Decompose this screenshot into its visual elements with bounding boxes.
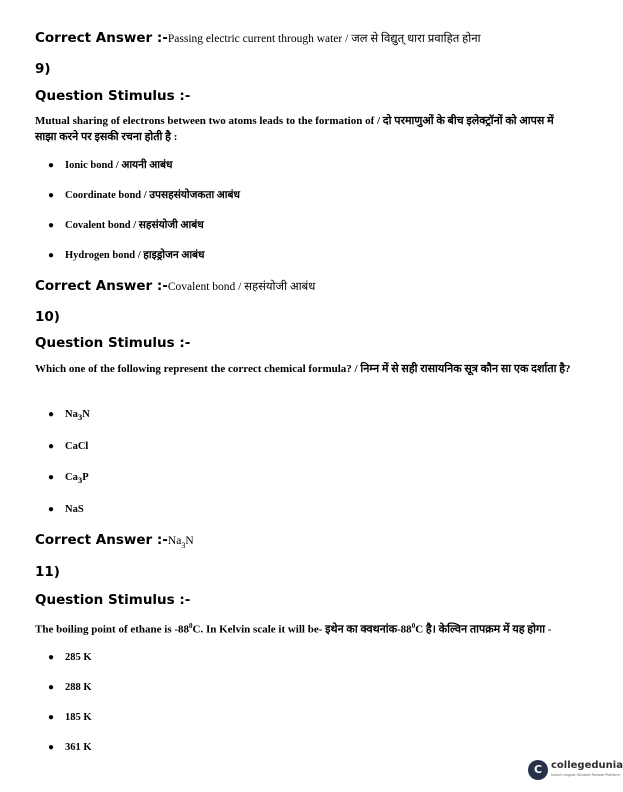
degree-superscript: 0 [411,622,416,630]
bullet-icon: ● [48,250,55,261]
bullet-icon: ● [48,682,55,693]
correct-answer-label: Correct Answer :- [35,30,168,46]
option-item [48,681,92,695]
bullet-icon: ● [48,472,55,483]
question-stimulus-text: Which one of the following represent the correct chemical formula? / निम्न में से सही रासायनिक सूत्र कौन सा एक दर्शाता है? [35,363,571,375]
stimulus-part: The boiling point of ethane is -88 [35,623,190,636]
bullet-icon: ● [48,160,55,171]
option-item [48,189,240,203]
option-item [48,440,89,454]
formula-subscript: 3 [181,541,186,551]
q8-correct-answer [35,29,481,47]
formula-subscript: 3 [77,412,83,423]
bullet-icon: ● [48,742,55,753]
formula-subscript: 3 [77,475,83,486]
question-stimulus-label: Question Stimulus :- [35,335,191,351]
option-item [48,219,204,233]
correct-answer-value: Covalent bond / सहसंयोजी आबंध [167,281,316,293]
option-item [48,503,84,517]
question-number: 11) [35,564,60,580]
formula-tail: P [82,472,89,483]
correct-answer-label: Correct Answer :- [35,278,168,294]
bullet-icon: ● [48,441,55,452]
formula-tail: N [82,409,90,420]
formula-main: Ca [65,472,78,483]
option-item [48,711,92,725]
question-stimulus-text: Mutual sharing of electrons between two atoms leads to the formation of / दो परमाणुओं के बीच इलेक्ट्रॉनों को आपस में साझा करने पर इसकी रचना होती है : [35,115,554,143]
collegedunia-logo [528,758,623,784]
formula-tail: N [185,535,194,547]
question-stimulus-label: Question Stimulus :- [35,88,191,104]
option-text: 285 K [65,652,92,663]
option-text: Ionic bond / आयनी आबंध [65,160,173,171]
bullet-icon: ● [48,220,55,231]
stimulus-part: C है। केल्विन तापक्रम में यह होगा - [415,623,552,636]
bullet-icon: ● [48,504,55,515]
logo-tagline: India's largest Student Review Platform [551,773,620,777]
option-item [48,741,92,755]
stimulus-part: C. In Kelvin scale it will be- इथेन का क्वथनांक-88 [192,623,412,636]
correct-answer-value: Passing electric current through water / जल से विद्युत् धारा प्रवाहित होना [167,33,481,45]
option-text: 288 K [65,682,92,693]
q9-correct-answer [35,277,315,295]
bullet-icon: ● [48,190,55,201]
question-stimulus-text [35,618,575,638]
option-item [48,408,90,424]
question-stimulus-label: Question Stimulus :- [35,592,191,608]
option-text: 361 K [65,742,92,753]
degree-superscript: 0 [189,622,193,630]
formula-main: Na [167,535,182,547]
logo-brand-name: collegedunia [551,760,623,771]
formula-main: NaS [65,504,84,515]
option-item [48,651,92,665]
option-text: Covalent bond / सहसंयोजी आबंध [65,220,204,231]
q10-correct-answer [35,531,194,554]
formula-main: Na [65,409,78,420]
correct-answer-label: Correct Answer :- [35,532,168,548]
option-text: 185 K [65,712,92,723]
option-item [48,159,173,173]
option-item [48,249,205,263]
formula-main: CaCl [65,441,89,452]
option-text: Hydrogen bond / हाइड्रोजन आबंध [65,250,205,261]
bullet-icon: ● [48,712,55,723]
question-number: 10) [35,309,60,325]
logo-mark-icon: C [528,760,548,780]
question-number: 9) [35,61,51,77]
bullet-icon: ● [48,409,55,420]
bullet-icon: ● [48,652,55,663]
option-item [48,471,89,487]
option-text: Coordinate bond / उपसहसंयोजकता आबंध [65,190,240,201]
